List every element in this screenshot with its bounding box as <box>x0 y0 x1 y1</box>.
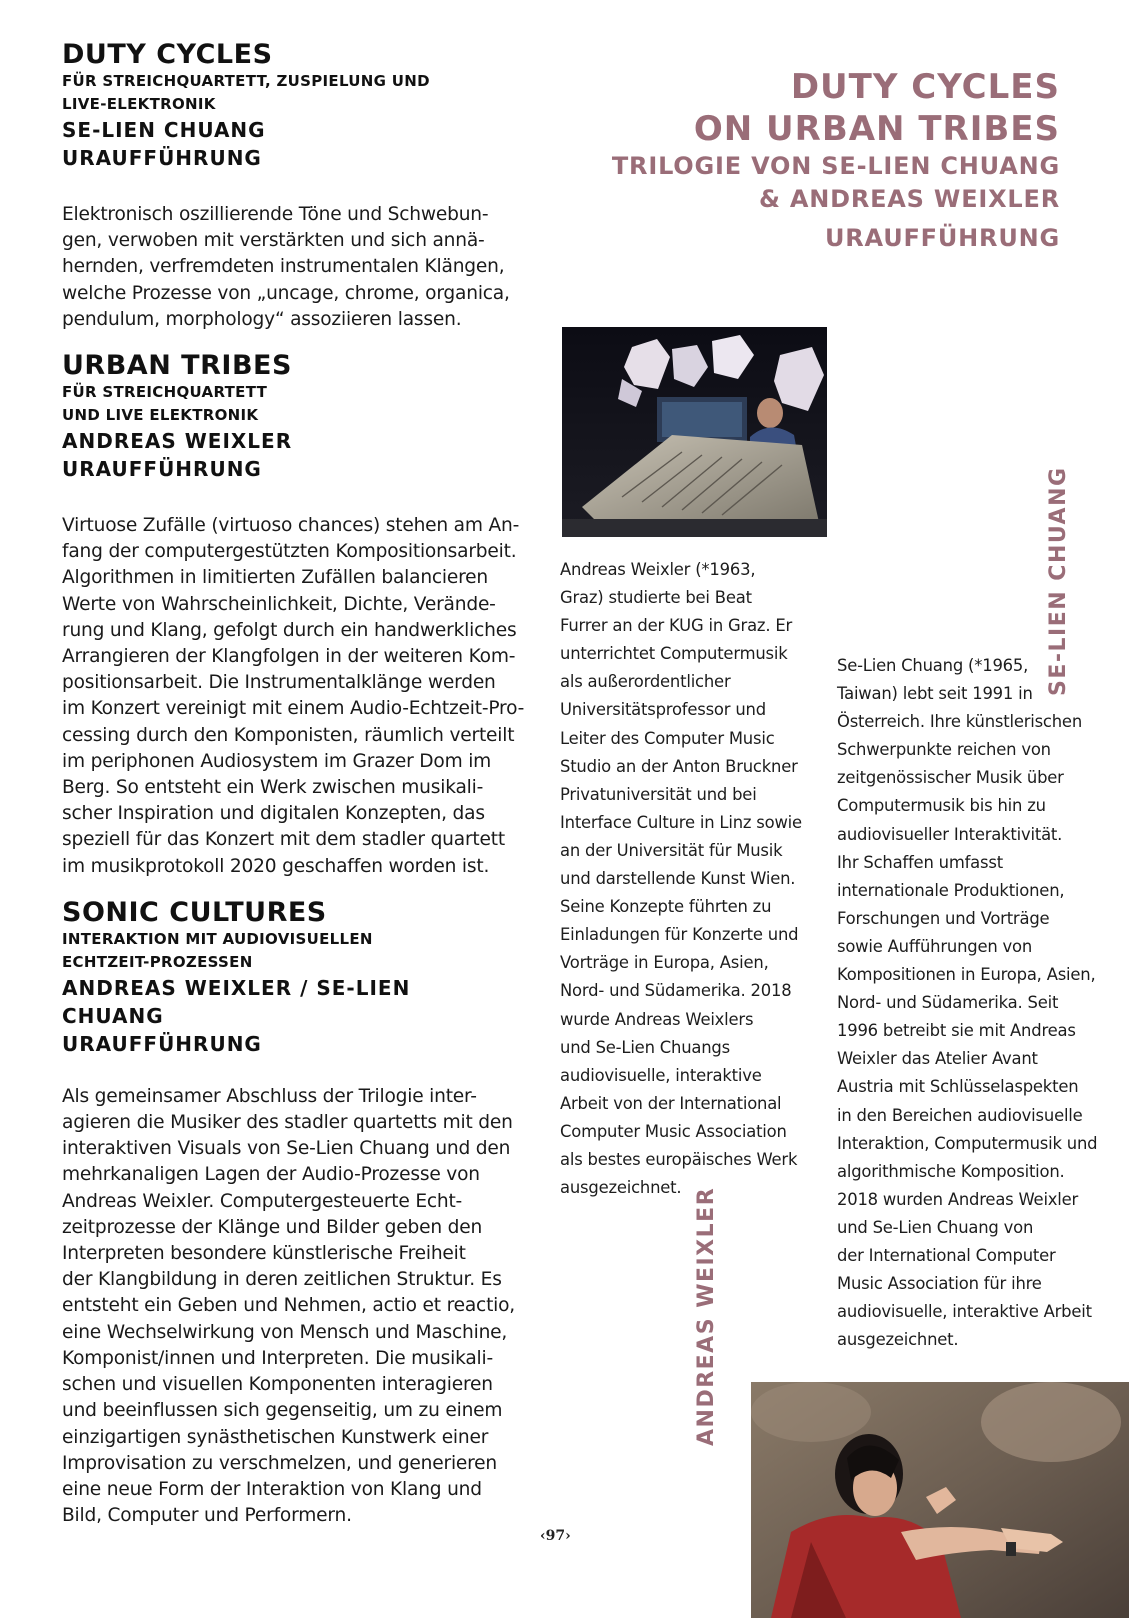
text-line: schen und visuellen Komponenten interagieren <box>62 1374 493 1396</box>
text-line: hernden, verfremdeten instrumentalen Klängen, <box>62 256 505 278</box>
bio-line: an der Universität für Musik <box>560 840 783 860</box>
chuang-photo <box>751 1382 1129 1618</box>
section-title: SONIC CULTURES <box>62 896 327 928</box>
subtitle-line: & ANDREAS WEIXLER <box>758 185 1060 213</box>
section-urban-tribes <box>62 350 525 880</box>
bio-line: Schwerpunkte reichen von <box>837 740 1051 760</box>
subtitle-line: FÜR STREICHQUARTETT, ZUSPIELUNG UND <box>62 72 430 90</box>
text-line: scher Inspiration und digitalen Konzepten, das <box>62 803 485 825</box>
bio-line: in den Bereichen audiovisuelle <box>837 1105 1083 1125</box>
bio-line: Seine Konzepte führten zu <box>560 897 772 917</box>
text-line: Arrangieren der Klangfolgen in der weiteren Kom- <box>62 646 516 668</box>
bio-line: und Se-Lien Chuang von <box>837 1217 1034 1237</box>
text-line: entsteht ein Geben und Nehmen, actio et reactio, <box>62 1295 516 1317</box>
text-line: im periphonen Audiosystem im Grazer Dom im <box>62 750 492 772</box>
bio-line: Privatuniversität und bei <box>560 784 757 804</box>
section-title: DUTY CYCLES <box>62 39 273 70</box>
bio-line: ausgezeichnet. <box>560 1178 682 1198</box>
bio-line: audiovisuelle, interaktive Arbeit <box>837 1302 1092 1322</box>
bio-line: wurde Andreas Weixlers <box>560 1009 754 1029</box>
section-composer <box>62 116 514 172</box>
trilogy-subtitle <box>500 150 1060 216</box>
text-line: Interpreten besondere künstlerische Freiheit <box>62 1243 466 1265</box>
bio-line: 2018 wurden Andreas Weixler <box>837 1189 1079 1209</box>
bio-line: Studio an der Anton Bruckner <box>560 756 798 776</box>
bio-line: Universitätsprofessor und <box>560 700 766 720</box>
subtitle-line: LIVE-ELEKTRONIK <box>62 95 216 113</box>
premiere-tag: URAUFFÜHRUNG <box>824 224 1060 252</box>
bio-line: Leiter des Computer Music <box>560 728 775 748</box>
bio-line: Austria mit Schlüsselaspekten <box>837 1077 1079 1097</box>
bio-line: Graz) studierte bei Beat <box>560 588 752 608</box>
bio-line: Forschungen und Vorträge <box>837 908 1050 928</box>
section-subtitle <box>62 381 514 427</box>
section-subtitle <box>62 928 514 974</box>
bio-line: internationale Produktionen, <box>837 880 1065 900</box>
text-line: Als gemeinsamer Abschluss der Trilogie inter- <box>62 1085 477 1107</box>
bio-line: 1996 betreibt sie mit Andreas <box>837 1021 1076 1041</box>
text-line: Virtuose Zufälle (virtuoso chances) stehen am An- <box>62 515 520 537</box>
bio-line: und Se-Lien Chuangs <box>560 1037 730 1057</box>
bio-line: Interface Culture in Linz sowie <box>560 812 802 832</box>
text-line: Bild, Computer und Performern. <box>62 1505 352 1527</box>
bio-line: der International Computer <box>837 1245 1056 1265</box>
bio-line: Andreas Weixler (*1963, <box>560 560 756 579</box>
premiere-line: URAUFFÜHRUNG <box>62 146 262 170</box>
bio-line: Music Association für ihre <box>837 1274 1042 1294</box>
bio-line: Einladungen für Konzerte und <box>560 925 799 945</box>
section-text <box>62 202 514 333</box>
weixler-bio <box>560 556 810 1202</box>
trilogy-title <box>500 66 1060 150</box>
text-line: der Klangbildung in deren zeitlichen Struktur. Es <box>62 1269 502 1291</box>
bio-line: Österreich. Ihre künstlerischen <box>837 712 1083 732</box>
composer-line: ANDREAS WEIXLER / SE-LIEN CHUANG <box>62 975 411 1028</box>
subtitle-line: INTERAKTION MIT AUDIOVISUELLEN <box>62 929 373 948</box>
text-line: eine Wechselwirkung von Mensch und Maschine, <box>62 1321 508 1343</box>
bio-line: ausgezeichnet. <box>837 1330 959 1350</box>
composer-line: SE-LIEN CHUANG <box>62 118 266 142</box>
text-line: agieren die Musiker des stadler quartetts mit den <box>62 1112 513 1134</box>
text-line: im musikprotokoll 2020 geschaffen worden ist. <box>62 855 490 877</box>
trilogy-header <box>500 66 1060 255</box>
composer-line: ANDREAS WEIXLER <box>62 429 293 454</box>
text-line: Werte von Wahrscheinlichkeit, Dichte, Verände- <box>62 593 496 615</box>
title-line: ON URBAN TRIBES <box>693 109 1060 149</box>
bio-line: audiovisueller Interaktivität. <box>837 824 1063 844</box>
text-line: Berg. So entsteht ein Werk zwischen musikali- <box>62 777 484 799</box>
premiere-line: URAUFFÜHRUNG <box>62 457 262 482</box>
section-sonic-cultures <box>62 898 514 1529</box>
bio-line: Weixler das Atelier Avant <box>837 1049 1038 1069</box>
mixing-console-image <box>562 327 827 537</box>
subtitle-line: FÜR STREICHQUARTETT <box>62 383 268 402</box>
conducting-portrait-image <box>751 1382 1129 1618</box>
text-line: positionsarbeit. Die Instrumentalklänge werden <box>62 672 496 694</box>
bio-line: unterrichtet Computermusik <box>560 644 788 664</box>
bio-line: Arbeit von der International <box>560 1093 782 1113</box>
text-line: einzigartigen synästhetischen Kunstwerk einer <box>62 1426 489 1448</box>
left-column <box>62 39 525 1529</box>
section-subtitle <box>62 70 514 116</box>
text-line: rung und Klang, gefolgt durch ein handwerkliches <box>62 619 517 641</box>
bio-line: Nord- und Südamerika. Seit <box>837 993 1059 1013</box>
title-line: DUTY CYCLES <box>790 67 1060 107</box>
section-text <box>62 1084 514 1529</box>
bio-line: als bestes europäisches Werk <box>560 1149 798 1169</box>
weixler-vertical-label: ANDREAS WEIXLER <box>694 1186 719 1446</box>
subtitle-line: ECHTZEIT-PROZESSEN <box>62 952 253 971</box>
text-line: welche Prozesse von „uncage, chrome, organica, <box>62 282 510 304</box>
bio-line: Furrer an der KUG in Graz. Er <box>560 616 793 636</box>
subtitle-line: TRILOGIE VON SE-LIEN CHUANG <box>611 152 1060 180</box>
bio-line: als außerordentlicher <box>560 672 731 692</box>
premiere-line: URAUFFÜHRUNG <box>62 1031 262 1056</box>
bio-line: sowie Aufführungen von <box>837 936 1033 956</box>
text-line: interaktiven Visuals von Se-Lien Chuang und den <box>62 1138 511 1160</box>
subtitle-line: UND LIVE ELEKTRONIK <box>62 406 259 425</box>
bio-line: Taiwan) lebt seit 1991 in <box>837 684 1033 704</box>
text-line: Andreas Weixler. Computergesteuerte Echt- <box>62 1190 463 1212</box>
bio-line: Computer Music Association <box>560 1121 787 1141</box>
section-title: URBAN TRIBES <box>62 350 292 382</box>
text-line: pendulum, morphology“ assoziieren lassen. <box>62 308 462 330</box>
text-line: gen, verwoben mit verstärkten und sich annä- <box>62 230 485 252</box>
text-line: mehrkanaligen Lagen der Audio-Prozesse von <box>62 1164 480 1186</box>
bio-line: und darstellende Kunst Wien. <box>560 869 796 889</box>
chuang-vertical-label: SE-LIEN CHUANG <box>1046 466 1071 696</box>
section-composer <box>62 974 514 1058</box>
bio-line: Interaktion, Computermusik und <box>837 1133 1098 1153</box>
section-text <box>62 513 525 880</box>
bio-line: audiovisuelle, interaktive <box>560 1065 762 1085</box>
text-line: speziell für das Konzert mit dem stadler quartett <box>62 829 505 851</box>
text-line: im Konzert vereinigt mit einem Audio-Echtzeit-Pro- <box>62 698 525 720</box>
text-line: und beeinflussen sich gegenseitig, um zu einem <box>62 1400 503 1422</box>
bio-line: Computermusik bis hin zu <box>837 796 1046 816</box>
bio-line: algorithmische Komposition. <box>837 1161 1065 1181</box>
bio-line: zeitgenössischer Musik über <box>837 768 1064 788</box>
section-composer <box>62 427 514 483</box>
weixler-photo <box>562 327 827 537</box>
text-line: eine neue Form der Interaktion von Klang und <box>62 1478 482 1500</box>
chuang-bio <box>837 652 1107 1354</box>
text-line: zeitprozesse der Klänge und Bilder geben den <box>62 1216 483 1238</box>
text-line: Improvisation zu verschmelzen, und generieren <box>62 1452 498 1474</box>
section-duty-cycles <box>62 40 514 333</box>
text-line: Algorithmen in limitierten Zufällen balancieren <box>62 567 488 589</box>
page-number: ‹97› <box>540 1528 571 1544</box>
bio-line: Vorträge in Europa, Asien, <box>560 953 769 973</box>
text-line: Elektronisch oszillierende Töne und Schwebun- <box>62 204 489 225</box>
text-line: Komponist/innen und Interpreten. Die musikali- <box>62 1347 493 1369</box>
bio-line: Nord- und Südamerika. 2018 <box>560 981 792 1001</box>
text-line: cessing durch den Komponisten, räumlich verteilt <box>62 724 515 746</box>
bio-line: Kompositionen in Europa, Asien, <box>837 965 1096 985</box>
bio-line: Ihr Schaffen umfasst <box>837 852 1003 872</box>
text-line: fang der computergestützten Kompositionsarbeit. <box>62 541 517 563</box>
bio-line: Se-Lien Chuang (*1965, <box>837 656 1029 675</box>
